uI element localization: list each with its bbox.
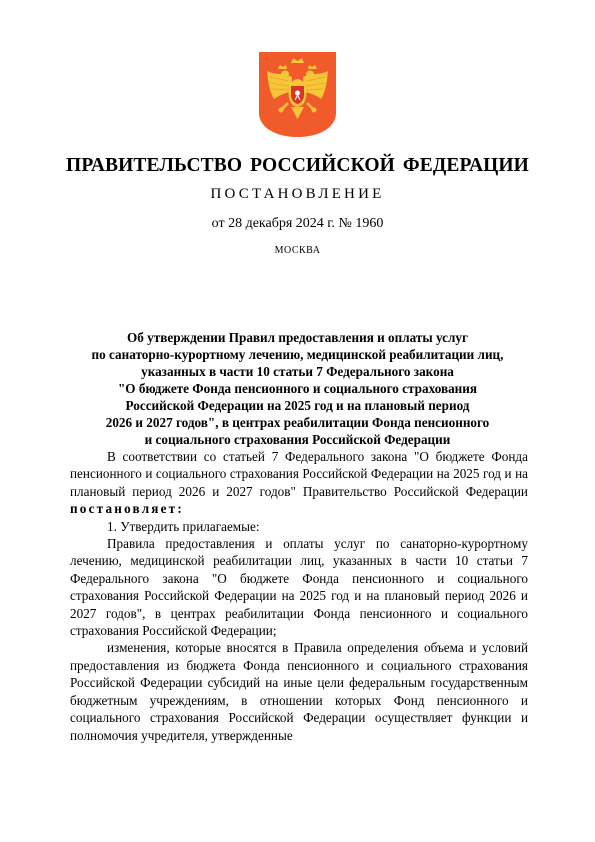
body-paragraph [70, 448, 528, 518]
document-title [60, 329, 535, 448]
title-line: Российской Федерации на 2025 год и на плановый период [125, 398, 470, 413]
government-name: ПРАВИТЕЛЬСТВО РОССИЙСКОЙ ФЕДЕРАЦИИ [66, 155, 529, 176]
document-city: МОСКВА [274, 245, 321, 256]
title-line: Об утверждении Правил предоставления и оплаты услуг [127, 330, 468, 345]
document-date-number: от 28 декабря 2024 г. № 1960 [211, 216, 384, 231]
title-line: "О бюджете Фонда пенсионного и социального страхования [117, 381, 478, 396]
body-paragraph: Правила предоставления и оплаты услуг по санаторно-курортному лечению, медицинской реабилитации лиц, указанных в части 10 статьи 7 Федерального закона "О бюджете Фонда пенсионного и социального страхования Российской Федерации на 2025 год и на плановый период 2026 и 2027 годов", в центрах реабилитации Фонда пенсионного и социального страхования Российской Федерации; [70, 536, 528, 639]
body-paragraph: изменения, которые вносятся в Правила определения объема и условий предоставления из бюджета Фонда пенсионного и социального страхования Российской Федерации субсидий на иные цели федеральным государственным бюджетным учреждениям, в отношении которых Фонд пенсионного и социального страхования Российской Федерации осуществляет функции и полномочия учредителя, утвержденные [70, 640, 528, 743]
title-line: 2026 и 2027 годов", в центрах реабилитации Фонда пенсионного [105, 415, 490, 430]
document-type: ПОСТАНОВЛЕНИЕ [210, 186, 385, 202]
title-line: по санаторно-курортному лечению, медицинской реабилитации лиц, [91, 347, 504, 362]
title-line: и социального страхования Российской Федерации [144, 432, 451, 447]
title-line: указанных в части 10 статьи 7 Федерального закона [141, 364, 454, 379]
document-body [70, 448, 528, 744]
paragraph-text: В соответствии со статьей 7 Федерального закона "О бюджете Фонда пенсионного и социального страхования Российской Федерации на 2025 год и на плановый период 2026 и 2027 годов" Правительство Российской Федерации [70, 449, 528, 499]
body-paragraph: 1. Утвердить прилагаемые: [107, 518, 260, 534]
coat-of-arms-icon [258, 51, 337, 138]
decree-keyword: постановляет: [70, 501, 184, 517]
